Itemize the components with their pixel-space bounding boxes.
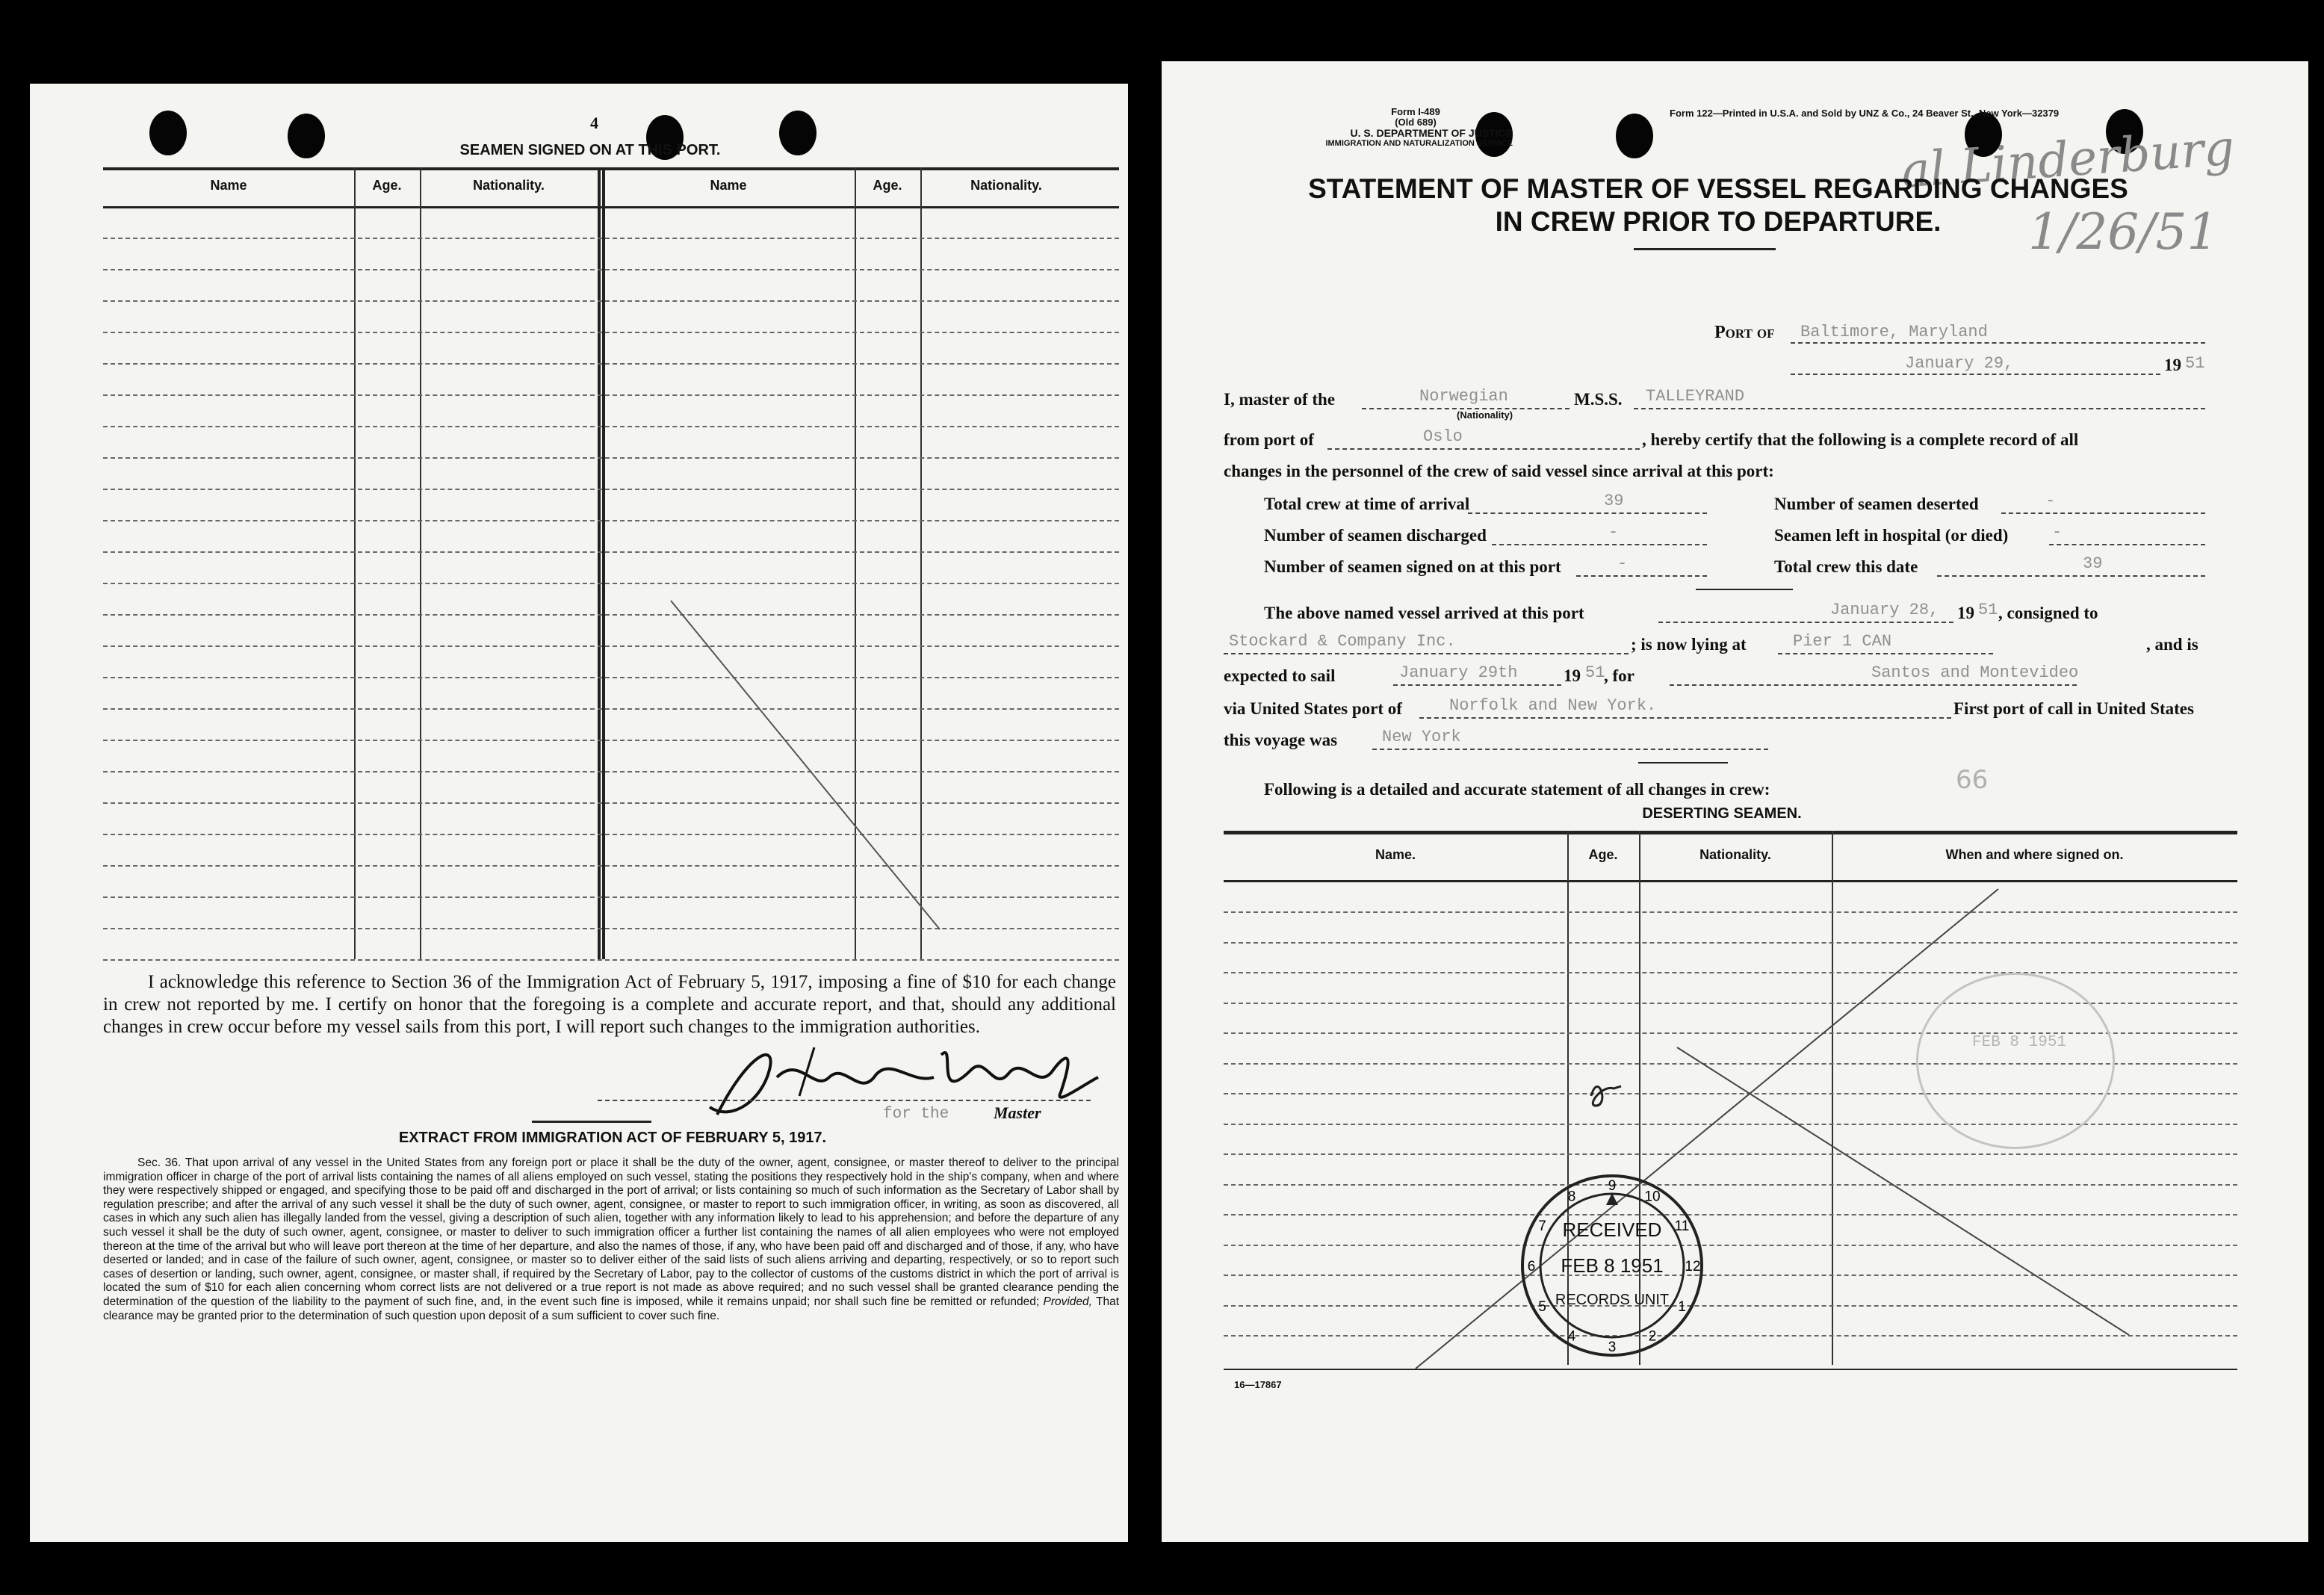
from-port-value: Oslo [1423,427,1463,446]
consignee-value: Stockard & Company Inc. [1229,632,1456,651]
right-page [1162,61,2308,1542]
column-header: Age. [1588,847,1618,862]
changes-text: changes in the personnel of the crew of said vessel since arrival at this port: [1224,462,1774,480]
form-title-line-1: STATEMENT OF MASTER OF VESSEL REGARDING CHANGES [1308,173,2128,204]
voyage-value: New York [1382,728,1461,746]
handwritten-note: al Linderburg [1899,120,2237,199]
punch-hole [149,111,187,155]
voyage-label: this voyage was [1224,731,1338,749]
stamp-hour-number: 7 [1538,1218,1546,1234]
section-36-text [103,1156,1119,1323]
signature-for: for the [883,1106,949,1123]
column-header: When and where signed on. [1945,847,2124,862]
arrived-label: The above named vessel arrived at this port [1264,604,1584,622]
handwritten-date: 1/26/51 [2028,203,2219,261]
section-provided: Provided, [1043,1295,1092,1308]
lying-label: ; is now lying at [1631,635,1747,654]
form-title-line-2: IN CREW PRIOR TO DEPARTURE. [1495,206,1942,237]
stamp-hour-number: 1 [1678,1299,1686,1315]
cancel-strokes [1162,61,2308,1542]
column-header: Age. [372,178,402,193]
page-number: 4 [590,114,598,132]
arrived-year-suffix: 51 [1978,601,1998,619]
for-label: , for [1604,666,1634,685]
column-header: Nationality. [1699,847,1771,862]
arrived-year-prefix: 19 [1957,604,1974,622]
cancel-stroke [103,167,1119,967]
stamp-received: RECEIVED [1562,1218,1662,1241]
first-port-label: First port of call in United States [1953,699,2194,718]
year-suffix: 51 [2185,354,2205,373]
old-form-number: (Old 689) [1395,117,1437,128]
acknowledgement-text: I acknowledge this reference to Section 36 of the Immigration Act of February 5, 1917, imposing a fine of $10 for each change in crew not reported by me. I certify on honor that the foregoing is a complete and accurate report, and that, should any additional changes in crew occur before my vessel sails from this port, I will report such changes to the immigration authorities. [103,972,1116,1037]
port-label: Port of [1714,323,1775,342]
via-label: via United States port of [1224,699,1402,718]
expected-label: expected to sail [1224,666,1336,685]
vessel-prefix: M.S.S. [1574,390,1623,409]
expected-value: January 29th [1399,663,1518,682]
deserted-value: - [2045,492,2056,510]
column-header: Nationality. [473,178,545,193]
stamp-hour-number: 5 [1538,1299,1546,1315]
seamen-signed-on-table [103,167,1119,967]
punch-hole [779,111,817,155]
page-mark: 66 [1956,765,1989,795]
total-crew-arrival-value: 39 [1604,492,1624,510]
total-crew-date-label: Total crew this date [1774,557,1918,576]
column-header: Name [710,178,747,193]
year-prefix: 19 [2164,356,2181,374]
following-text: Following is a detailed and accurate statement of all changes in crew: [1264,780,1770,799]
total-crew-arrival-label: Total crew at time of arrival [1264,495,1470,513]
destination-value: Santos and Montevideo [1871,663,2079,682]
signed-on-value: - [1617,554,1628,573]
deserted-label: Number of seamen deserted [1774,495,1979,513]
date-value: January 29, [1905,354,2014,373]
deserting-title: DESERTING SEAMEN. [1642,805,1802,822]
punch-hole [288,114,325,158]
total-crew-date-value: 39 [2083,554,2103,573]
expected-year-suffix: 51 [1585,663,1605,682]
column-header: Name. [1375,847,1416,862]
service: IMMIGRATION AND NATURALIZATION SERVICE [1325,139,1513,148]
stamp-hour-number: 9 [1608,1178,1617,1194]
faint-stamp-date: FEB 8 1951 [1972,1034,2067,1051]
faint-stamp [1916,973,2115,1149]
lying-value: Pier 1 CAN [1793,632,1892,651]
stamp-unit: RECORDS UNIT [1555,1292,1670,1308]
hospital-value: - [2052,523,2063,542]
stamp-hour-number: 8 [1567,1189,1576,1205]
discharged-value: - [1608,523,1619,542]
via-value: Norfolk and New York. [1449,696,1657,715]
form-number: Form I-489 [1391,106,1440,117]
stamp-hour-number: 4 [1567,1328,1576,1345]
stamp-hour-number: 10 [1644,1189,1661,1205]
printer-note: Form 122—Printed in U.S.A. and Sold by UNZ & Co., 24 Beaver St., New York—32379 [1670,108,2060,119]
section-tail: That clearance may be granted prior to the determination of such question upon deposit of a sum sufficient to cover such fine. [103,1295,1119,1322]
expected-year-prefix: 19 [1564,666,1581,685]
nationality-caption: (Nationality) [1457,409,1513,421]
footer-code: 16—17867 [1234,1379,1282,1390]
column-header: Nationality. [970,178,1042,193]
signature-role: Master [994,1103,1041,1122]
from-port-label: from port of [1224,430,1314,449]
hospital-label: Seamen left in hospital (or died) [1774,526,2009,545]
stamp-hour-number: 6 [1527,1259,1536,1275]
received-stamp [1519,1172,1705,1359]
stamp-hour-number: 12 [1685,1259,1701,1275]
section-title: SEAMEN SIGNED ON AT THIS PORT. [459,142,721,158]
nationality-value: Norwegian [1419,387,1508,406]
arrived-value: January 28, [1830,601,1939,619]
column-header: Name [210,178,247,193]
column-header: Age. [873,178,902,193]
department: U. S. DEPARTMENT OF JUSTICE [1350,127,1513,139]
stamp-hour-number: 3 [1608,1340,1617,1355]
vessel-name: TALLEYRAND [1646,387,1745,406]
left-page [30,84,1128,1542]
extract-title: EXTRACT FROM IMMIGRATION ACT OF FEBRUARY 5, 1917. [398,1130,827,1146]
stamp-hour-number: 11 [1674,1218,1690,1234]
section-label: Sec. 36. [137,1156,182,1169]
master-label: I, master of the [1224,390,1336,409]
stamp-hour-number: 2 [1648,1328,1657,1345]
consigned-label: , consigned to [1998,604,2098,622]
certify-text: , hereby certify that the following is a complete record of all [1642,430,2079,449]
and-is-text: , and is [2146,635,2198,654]
signed-on-label: Number of seamen signed on at this port [1264,557,1561,576]
port-value: Baltimore, Maryland [1800,323,1988,341]
section-body: That upon arrival of any vessel in the United States from any foreign port or place it shall be the duty of the owner, agent, consignee, or master thereof to deliver to the principal immigration officer in charge of the port of arrival lists containing the names of all aliens employed on such vessel, stating the positions they respectively hold in the ship's company, when and where they were respectively shipped or engaged, and specifying those to be paid off and discharged in the port of arrival; or lists containing so much of such information as the Secretary of Labor shall by regulation prescribe; and after the arrival of any such vessel it shall be the duty of such owner, agent, consignee, or master to report to such immigration officer, in writing, as soon as discovered, all cases in which any such alien has illegally landed from the vessel, giving a description of such alien, together with any information likely to lead to his apprehension; and before the departure of any such vessel it shall be the duty of such owner, agent, consignee, or master to deliver to such immigration officer a further list containing the names of all alien employees who were not employed thereon at the time of the arrival but who will leave port thereon at the time of her departure, and also the names of those, if any, who have been paid off and discharged and of those, if any, who have deserted or landed; and in case of the failure of such owner, agent, consignee, or master so to deliver either of the said lists of such aliens arriving and departing, respectively, or so to report such cases of desertion or landing, such owner, agent, consignee, or master shall, if required by the Secretary of Labor, pay to the collector of customs of the customs district in which the port of arrival is located the sum of $10 for each alien concerning whom correct lists are not delivered or a true report is not made as above required; and no such vessel shall be granted clearance pending the determination of the question of the liability to the payment of such fine, and, in the event such fine is imposed, while it remains unpaid; nor shall such fine be remitted or refunded; [103,1156,1119,1308]
stamp-date: FEB 8 1951 [1561,1254,1664,1277]
discharged-label: Number of seamen discharged [1264,526,1487,545]
